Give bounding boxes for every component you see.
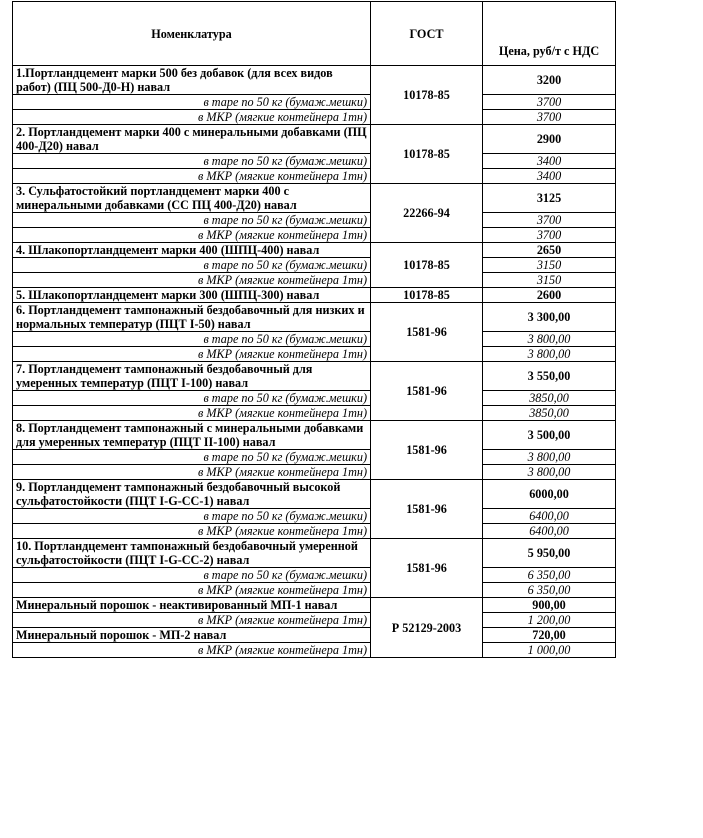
packaging-row [13,332,616,347]
product-name: 7. Портландцемент тампонажный бездобавочный для умеренных температур (ПЦТ I-100) навал [13,362,371,391]
packaging-label: в МКР (мягкие контейнера 1тн) [13,273,371,288]
table-row [13,125,616,154]
bulk-price: 3 500,00 [483,421,616,450]
packaging-price: 6400,00 [483,509,616,524]
packaging-label: в таре по 50 кг (бумаж.мешки) [13,332,371,347]
gost-code: 22266-94 [371,184,483,243]
bulk-price: 5 950,00 [483,539,616,568]
packaging-row [13,450,616,465]
table-row [13,628,616,643]
packaging-label: в МКР (мягкие контейнера 1тн) [13,169,371,184]
packaging-label: в таре по 50 кг (бумаж.мешки) [13,568,371,583]
packaging-price: 6400,00 [483,524,616,539]
packaging-row [13,258,616,273]
gost-code: 10178-85 [371,66,483,125]
packaging-row [13,391,616,406]
packaging-label: в таре по 50 кг (бумаж.мешки) [13,450,371,465]
table-row [13,243,616,258]
header-name: Номенклатура [13,2,371,66]
packaging-row [13,643,616,658]
price-table [12,1,616,658]
table-row [13,66,616,95]
packaging-price: 3150 [483,258,616,273]
gost-code: 10178-85 [371,288,483,303]
packaging-price: 3850,00 [483,406,616,421]
gost-code: 1581-96 [371,480,483,539]
gost-code: 10178-85 [371,125,483,184]
packaging-row [13,110,616,125]
table-row [13,362,616,391]
bulk-price: 3 550,00 [483,362,616,391]
product-name: 6. Портландцемент тампонажный бездобавочный для низких и нормальных температур (ПЦТ I-50) навал [13,303,371,332]
packaging-price: 3400 [483,169,616,184]
header-row [13,2,616,66]
header-gost: ГОСТ [371,2,483,66]
packaging-row [13,213,616,228]
table-row [13,480,616,509]
packaging-row [13,524,616,539]
bulk-price: 720,00 [483,628,616,643]
packaging-label: в таре по 50 кг (бумаж.мешки) [13,391,371,406]
packaging-label: в МКР (мягкие контейнера 1тн) [13,228,371,243]
gost-code: 1581-96 [371,539,483,598]
packaging-price: 3150 [483,273,616,288]
packaging-row [13,228,616,243]
packaging-price: 6 350,00 [483,583,616,598]
packaging-label: в МКР (мягкие контейнера 1тн) [13,347,371,362]
packaging-row [13,509,616,524]
packaging-label: в МКР (мягкие контейнера 1тн) [13,613,371,628]
packaging-row [13,169,616,184]
packaging-row [13,95,616,110]
packaging-label: в МКР (мягкие контейнера 1тн) [13,583,371,598]
table-row [13,421,616,450]
table-body [13,66,616,658]
bulk-price: 6000,00 [483,480,616,509]
table-row [13,303,616,332]
packaging-row [13,347,616,362]
bulk-price: 2650 [483,243,616,258]
packaging-label: в МКР (мягкие контейнера 1тн) [13,643,371,658]
packaging-label: в таре по 50 кг (бумаж.мешки) [13,154,371,169]
packaging-row [13,465,616,480]
packaging-price: 3 800,00 [483,450,616,465]
gost-code: 1581-96 [371,303,483,362]
packaging-label: в таре по 50 кг (бумаж.мешки) [13,509,371,524]
packaging-price: 3700 [483,110,616,125]
packaging-label: в МКР (мягкие контейнера 1тн) [13,110,371,125]
packaging-price: 3700 [483,213,616,228]
packaging-row [13,406,616,421]
bulk-price: 2900 [483,125,616,154]
packaging-row [13,154,616,169]
packaging-price: 1 000,00 [483,643,616,658]
packaging-price: 3 800,00 [483,332,616,347]
packaging-price: 3 800,00 [483,465,616,480]
packaging-label: в таре по 50 кг (бумаж.мешки) [13,258,371,273]
packaging-label: в таре по 50 кг (бумаж.мешки) [13,95,371,110]
bulk-price: 2600 [483,288,616,303]
table-row [13,184,616,213]
table-row [13,598,616,613]
bulk-price: 3200 [483,66,616,95]
bulk-price: 3125 [483,184,616,213]
header-price: Цена, руб/т с НДС [483,2,616,66]
product-name: 2. Портландцемент марки 400 с минеральными добавками (ПЦ 400-Д20) навал [13,125,371,154]
product-name: Минеральный порошок - МП-2 навал [13,628,371,643]
packaging-row [13,613,616,628]
product-name: 4. Шлакопортландцемент марки 400 (ШПЦ-400) навал [13,243,371,258]
product-name: 8. Портландцемент тампонажный с минеральными добавками для умеренных температур (ПЦТ II-100) навал [13,421,371,450]
bulk-price: 900,00 [483,598,616,613]
product-name: 9. Портландцемент тампонажный бездобавочный высокой сульфатостойкости (ПЦТ I-G-CC-1) навал [13,480,371,509]
product-name: 10. Портландцемент тампонажный бездобавочный умеренной сульфатостойкости (ПЦТ I-G-CC-2) навал [13,539,371,568]
packaging-price: 6 350,00 [483,568,616,583]
packaging-label: в МКР (мягкие контейнера 1тн) [13,406,371,421]
gost-code: Р 52129-2003 [371,598,483,658]
packaging-row [13,568,616,583]
product-name: 5. Шлакопортландцемент марки 300 (ШПЦ-300) навал [13,288,371,303]
packaging-price: 3700 [483,228,616,243]
packaging-price: 3850,00 [483,391,616,406]
gost-code: 1581-96 [371,362,483,421]
product-name: 3. Сульфатостойкий портландцемент марки 400 с минеральными добавками (СС ПЦ 400-Д20) навал [13,184,371,213]
packaging-label: в МКР (мягкие контейнера 1тн) [13,524,371,539]
packaging-row [13,583,616,598]
packaging-price: 3700 [483,95,616,110]
table-row [13,539,616,568]
gost-code: 1581-96 [371,421,483,480]
packaging-label: в МКР (мягкие контейнера 1тн) [13,465,371,480]
product-name: 1.Портландцемент марки 500 без добавок (для всех видов работ) (ПЦ 500-Д0-Н) навал [13,66,371,95]
product-name: Минеральный порошок - неактивированный МП-1 навал [13,598,371,613]
gost-code: 10178-85 [371,243,483,288]
packaging-price: 1 200,00 [483,613,616,628]
packaging-row [13,273,616,288]
packaging-price: 3400 [483,154,616,169]
bulk-price: 3 300,00 [483,303,616,332]
packaging-price: 3 800,00 [483,347,616,362]
table-row [13,288,616,303]
packaging-label: в таре по 50 кг (бумаж.мешки) [13,213,371,228]
